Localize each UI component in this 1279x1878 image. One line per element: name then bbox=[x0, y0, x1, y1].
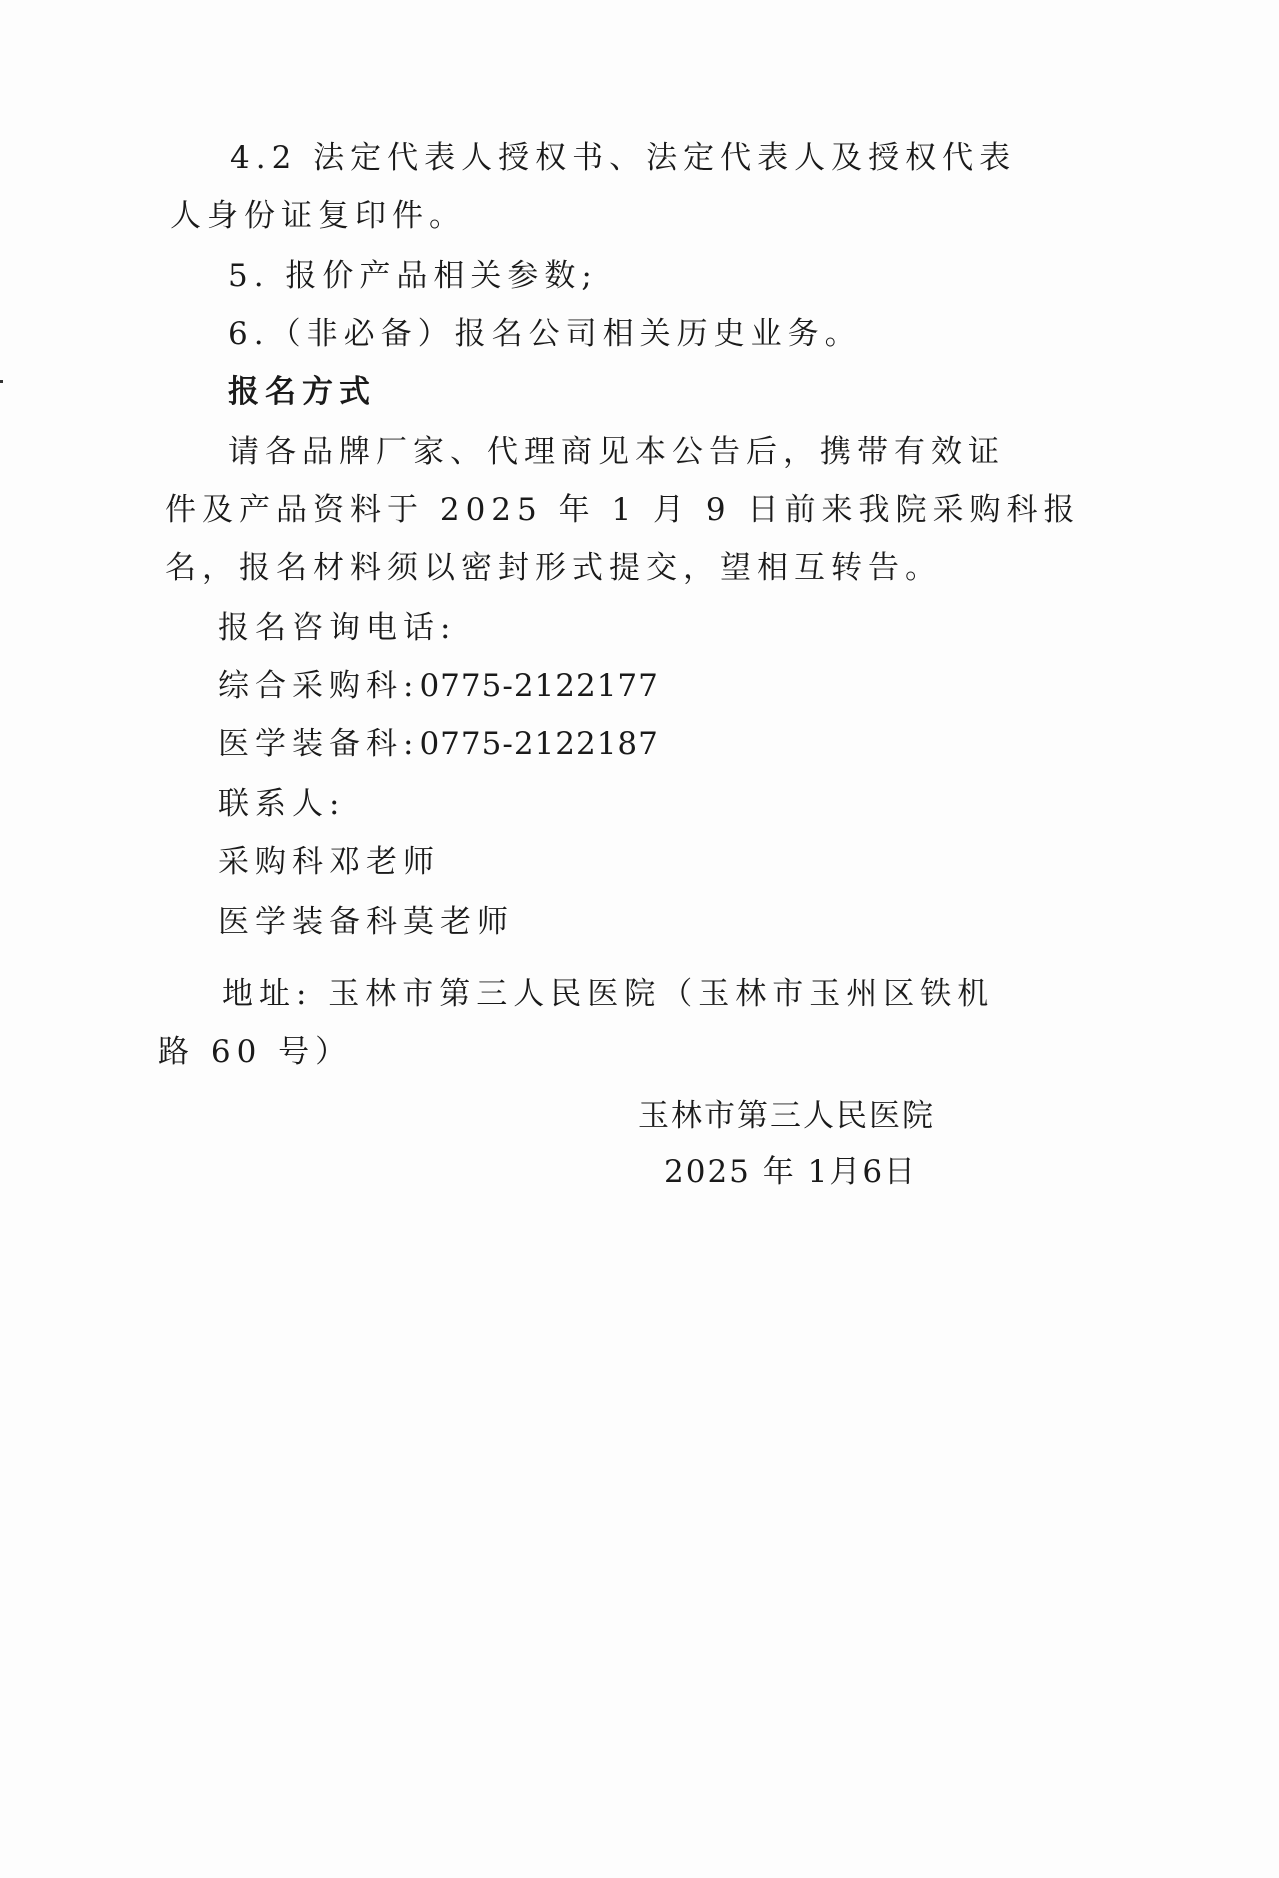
section-title: 报名方式 bbox=[228, 374, 376, 410]
phone1-number: 0775-2122177 bbox=[419, 668, 659, 704]
paragraph-line-1: 请各品牌厂家、代理商见本公告后，携带有效证 bbox=[228, 434, 1005, 470]
paragraph-line-2: 件及产品资料于 2025 年 1 月 9 日前来我院采购科报 bbox=[165, 492, 1081, 528]
phone2-number: 0775-2122187 bbox=[419, 726, 659, 762]
phone2-label: 医学装备科: bbox=[218, 726, 420, 762]
phone-line-2 bbox=[218, 724, 659, 764]
phone-line-1 bbox=[218, 666, 659, 706]
contact-2: 医学装备科莫老师 bbox=[218, 904, 514, 940]
signature-date: 2025 年 1月6日 bbox=[664, 1154, 918, 1190]
address-line-2: 路 60 号） bbox=[158, 1034, 353, 1070]
address-line-1: 地址: 玉林市第三人民医院（玉林市玉州区铁机 bbox=[222, 976, 995, 1012]
phone-heading: 报名咨询电话: bbox=[218, 610, 457, 646]
paragraph-line-3: 名，报名材料须以密封形式提交，望相互转告。 bbox=[165, 550, 942, 586]
text-line-6: 6.（非必备）报名公司相关历史业务。 bbox=[228, 316, 862, 352]
phone1-label: 综合采购科: bbox=[218, 668, 420, 704]
scan-mark bbox=[0, 380, 3, 383]
contact-heading: 联系人: bbox=[218, 786, 346, 822]
text-line-4-2: 4.2 法定代表人授权书、法定代表人及授权代表 bbox=[230, 140, 1017, 176]
text-line-5: 5. 报价产品相关参数; bbox=[228, 258, 598, 294]
signature-org: 玉林市第三人民医院 bbox=[638, 1098, 935, 1134]
text-line-4-2-cont: 人身份证复印件。 bbox=[170, 198, 466, 234]
contact-1: 采购科邓老师 bbox=[218, 844, 440, 880]
